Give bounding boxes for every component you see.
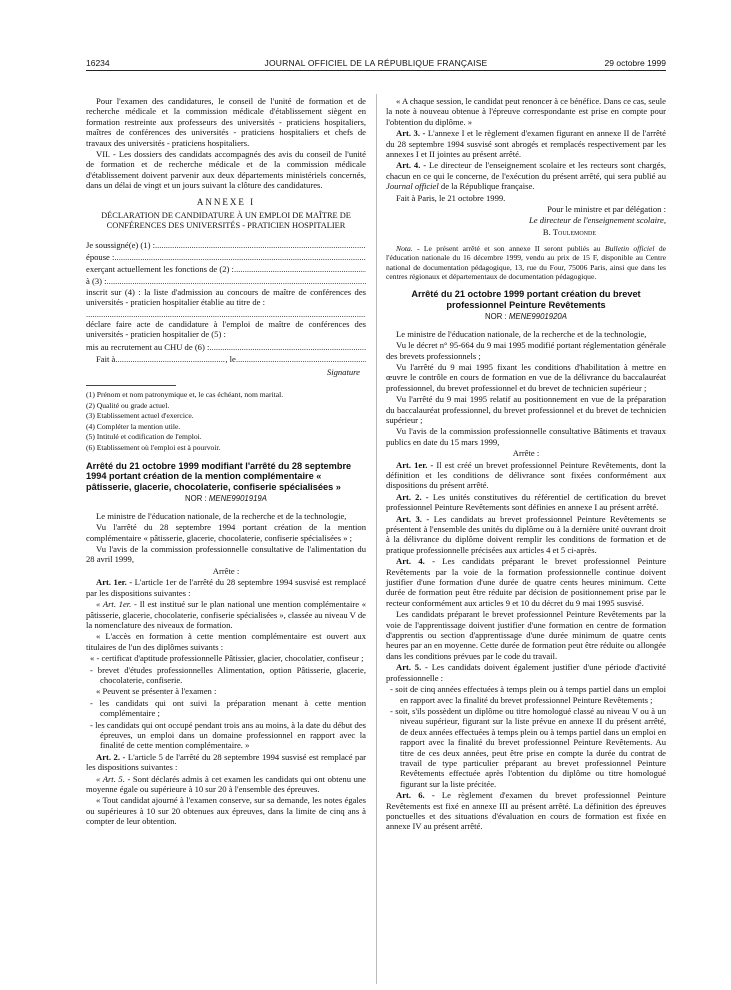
- footnote: (3) Etablissement actuel d'exercice.: [86, 411, 194, 421]
- footnote: (4) Compléter la mention utile.: [86, 421, 181, 431]
- nor-reference: NOR : MENE9901920A: [485, 312, 567, 322]
- vu-clause: Vu l'avis de la commission professionnelle consultative Bâtiments et travaux publics en date du 15 mars 1999,: [386, 426, 666, 447]
- paragraph: « Tout candidat ajourné à l'examen conserve, sur sa demande, les notes égales ou supérieures à 10 sur 20 obtenues aux épreuves, dans la limite de cinq ans à compter de leur obtention.: [86, 795, 366, 827]
- vu-clause: Vu l'arrêté du 28 septembre 1994 portant création de la mention complémentaire « pâtisserie, glacerie, chocolaterie, confiserie spécialisées » ;: [86, 522, 366, 543]
- form-line: exerçant actuellement les fonctions de (2) : .....: [86, 263, 366, 275]
- article-3: Art. 3. - L'annexe I et le règlement d'examen figurant en annexe II de l'arrêté du 28 septembre 1994 susvisé sont abrogés et remplacés respectivement par les annexes I et II jointes au présent arrêté.: [386, 128, 666, 160]
- footnote: (6) Etablissement où l'emploi est à pourvoir.: [86, 443, 221, 453]
- list-item: - brevet d'études professionnelles Alimentation, option Pâtisserie, glacerie, chocolaterie, confiserie.: [90, 664, 366, 685]
- intro-paragraph: Pour l'examen des candidatures, le conseil de l'unité de formation et de recherche médicale et la commission médicale d'établissement siègent en formation restreinte aux professeurs des universités - praticiens hospitaliers, maîtres de conférences des universités - praticiens hospitaliers et chefs de travaux des universités - praticiens hospitaliers.: [86, 96, 366, 148]
- paragraph: « L'accès en formation à cette mention complémentaire est ouvert aux titulaires de l'un des diplômes suivants :: [86, 631, 366, 652]
- arrete-label: Arrête :: [212, 565, 240, 576]
- form-line: Je soussigné(e) (1) : .....: [86, 239, 366, 251]
- header-rule: [86, 70, 666, 71]
- article-5: Art. 5. - Les candidats doivent également justifier d'une période d'activité professionnelle :: [386, 662, 666, 683]
- minister-line: Le ministre de l'éducation nationale, de la recherche et de la technologie,: [96, 510, 347, 521]
- vu-clause: Vu l'arrêté du 9 mai 1995 fixant les conditions d'habilitation à mettre en œuvre le contrôle en cours de formation en vue de la délivrance du baccalauréat professionnel, du brevet professionnel et du brevet de technicien supérieur ;: [386, 361, 666, 393]
- signature-label: Signature: [326, 366, 360, 377]
- intro-paragraph: VII. - Les dossiers des candidats accompagnés des avis du conseil de l'unité de formation et de recherche médicale et de la commission médicale d'établissement doivent parvenir aux deux départements ministériels concernés, dans un délai de vingt et un jours suivant la clôture des candidatures.: [86, 149, 366, 191]
- declaration-title: DÉCLARATION DE CANDIDATURE À UN EMPLOI DE MAÎTRE DE CONFÉRENCES DES UNIVERSITÉS - PRATICIEN HOSPITALIER: [101, 211, 351, 231]
- form-line: épouse : .....: [86, 251, 366, 263]
- list-item: « - certificat d'aptitude professionnelle Pâtissier, glacier, chocolatier, confiseur ;: [90, 653, 364, 664]
- quoted-article: « Art. 1er. - Il est institué sur le plan national une mention complémentaire « pâtisserie, glacerie, chocolaterie, confiserie spécialisées », classée au niveau V de la nomenclature des niveaux de formation.: [86, 599, 367, 630]
- footnote: (5) Intitulé et codification de l'emploi.: [86, 432, 202, 442]
- left-column: [86, 96, 366, 828]
- form-line: Fait à ..... , le .....: [86, 353, 366, 365]
- article-3: Art. 3. - Les candidats au brevet professionnel Peinture Revêtements se présentent à l'ensemble des unités du diplôme ou à la dernière unité ouvrant droit à la délivrance du diplôme doivent remplir les conditions de formation et de pratique professionnelle précisées aux articles 4 et 5 ci-après.: [386, 513, 667, 555]
- paragraph: « A chaque session, le candidat peut renoncer à ce bénéfice. Dans ce cas, seule la note à nouveau obtenue à l'épreuve correspondante est prise en compte pour l'obtention du diplôme. »: [386, 96, 666, 127]
- vu-clause: Vu l'arrêté du 9 mai 1995 relatif au positionnement en vue de la préparation du baccalauréat professionnel, du brevet professionnel et du brevet de technicien supérieur ;: [386, 394, 666, 425]
- director-line: Le directeur de l'enseignement scolaire,: [529, 215, 666, 226]
- paragraph: Les candidats préparant le brevet professionnel Peinture Revêtements par la voie de l'apprentissage doivent justifier d'une formation en centre de formation d'apprentis ou section d'apprentissage d'une durée minimum de quatre cents heures par an en moyenne. Cette durée de formation peut être réduite ou allongée dans les conditions prévues par le code du travail.: [386, 609, 666, 661]
- list-item: - les candidats qui ont suivi la préparation menant à cette mention complémentaire ;: [90, 697, 366, 719]
- annex-title: ANNEXE I: [196, 196, 256, 207]
- nor-reference: NOR : MENE9901919A: [185, 494, 267, 504]
- footnote: (1) Prénom et nom patronymique et, le cas échéant, nom marital.: [86, 390, 284, 400]
- list-item: - soit de cinq années effectuées à temps plein ou à temps partiel dans un emploi en rapport avec la finalité du brevet professionnel Peinture Revêtements ;: [390, 684, 666, 705]
- form-line: à (3) : .....: [86, 275, 366, 287]
- signing-place-date: Fait à Paris, le 21 octobre 1999.: [396, 192, 506, 203]
- arrete-title: Arrêté du 21 octobre 1999 portant création du brevet professionnel Peinture Revêtements: [411, 289, 641, 310]
- column-divider: [376, 94, 377, 984]
- arrete-title: Arrêté du 21 octobre 1999 modifiant l'arrêté du 28 septembre 1994 portant création de la mention complémentaire « pâtisserie, glacerie, chocolaterie, confiserie spécialisées »: [86, 460, 352, 492]
- quoted-article: « Art. 5. - Sont déclarés admis à cet examen les candidats qui ont obtenu une moyenne égale ou supérieure à 10 sur 20 à l'ensemble des épreuves.: [86, 773, 366, 794]
- form-line: déclare faire acte de candidature à l'emploi de maître de conférences des universités - praticien hospitalier de (5) :: [86, 318, 366, 340]
- minister-line: Le ministre de l'éducation nationale, de la recherche et de la technologie,: [396, 328, 647, 339]
- article-2: Art. 2. - Les unités constitutives du référentiel de certification du brevet professionnel Peinture Revêtements sont définies en annexe I au présent arrêté.: [386, 491, 666, 513]
- article-1: Art. 1er. - Il est créé un brevet professionnel Peinture Revêtements, dont la définition et les conditions de délivrance sont fixées conformément aux dispositions du présent arrêté.: [386, 459, 666, 491]
- issue-date: 29 octobre 1999: [604, 58, 666, 68]
- vu-clause: Vu le décret n° 95-664 du 9 mai 1995 modifié portant réglementation générale des brevets professionnels ;: [386, 340, 666, 361]
- form-line: mis au recrutement au CHU de (6) : .....: [86, 341, 366, 353]
- journal-title: JOURNAL OFFICIEL DE LA RÉPUBLIQUE FRANÇAISE: [264, 58, 488, 68]
- delegation-line: Pour le ministre et par délégation :: [547, 204, 666, 215]
- article-2: Art. 2. - L'article 5 de l'arrêté du 28 septembre 1994 susvisé est remplacé par les dispositions suivantes :: [86, 751, 366, 773]
- dotted-line: [86, 309, 366, 319]
- right-column: [386, 96, 666, 833]
- form-line: inscrit sur (4) : la liste d'admission au concours de maître de conférences des universités - praticien hospitalier établie au titre de :: [86, 287, 366, 308]
- arrete-label: Arrête :: [512, 448, 540, 459]
- page-header: [86, 58, 666, 70]
- paragraph: « Peuvent se présenter à l'examen :: [96, 686, 217, 697]
- article-1: Art. 1er. - L'article 1er de l'arrêté du 28 septembre 1994 susvisé est remplacé par les dispositions suivantes :: [86, 577, 366, 598]
- list-item: - soit, s'ils possèdent un diplôme ou titre homologué classé au niveau V ou à un niveau supérieur, figurant sur la liste prévue en annexe II du présent arrêté, de deux années effectuées à temps plein ou à temps partiel dans un emploi en rapport avec la finalité du brevet professionnel Peinture Revêtements. Au titre de ces deux années, peut être prise en compte la durée du contrat de travail de type particulier préparant au brevet professionnel Peinture Revêtements effectuée après l'obtention du diplôme ou titre homologué figurant sur la liste précitée.: [390, 705, 666, 789]
- page-number: 16234: [86, 58, 110, 68]
- list-item: - les candidats qui ont occupé pendant trois ans au moins, à la date du début des épreuves, un emploi dans un domaine professionnel en rapport avec la finalité de cette mention complémentaire. »: [90, 719, 366, 751]
- footnote-rule: [86, 385, 176, 386]
- footnote: (2) Qualité ou grade actuel.: [86, 400, 170, 410]
- article-6: Art. 6. - Le règlement d'examen du brevet professionnel Peinture Revêtements est fixé en annexe III au présent arrêté. La définition des épreuves ponctuelles et des situations d'évaluation en cours de formation est fixée en annexe IV au présent arrêté.: [386, 790, 666, 832]
- article-4: Art. 4. - Le directeur de l'enseignement scolaire et les recteurs sont chargés, chacun en ce qui le concerne, de l'exécution du présent arrêté, qui sera publié au Journal officiel de la République française.: [386, 160, 666, 192]
- vu-clause: Vu l'avis de la commission professionnelle consultative de l'alimentation du 28 avril 1999,: [86, 544, 366, 565]
- signatory-name: B. Toulemonde: [542, 226, 596, 237]
- nota-block: Nota. - Le présent arrêté et son annexe II seront publiés au Bulletin officiel de l'éducation nationale du 16 décembre 1999, vendu au prix de 15 F, disponible au Centre national de documentation pédagogique, 13, rue du Four, 75006 Paris, ainsi que dans les centres régionaux et départementaux de documentation pédagogique.: [386, 244, 666, 281]
- article-4: Art. 4. - Les candidats préparant le brevet professionnel Peinture Revêtements par la voie de la formation professionnelle continue doivent justifier d'une formation d'une durée de quatre cents heures minimum. Cette durée de formation peut être réduite par décision de positionnement prise par le recteur conformément aux articles 9 et 10 du décret du 9 mai 1995 susvisé.: [386, 556, 667, 608]
